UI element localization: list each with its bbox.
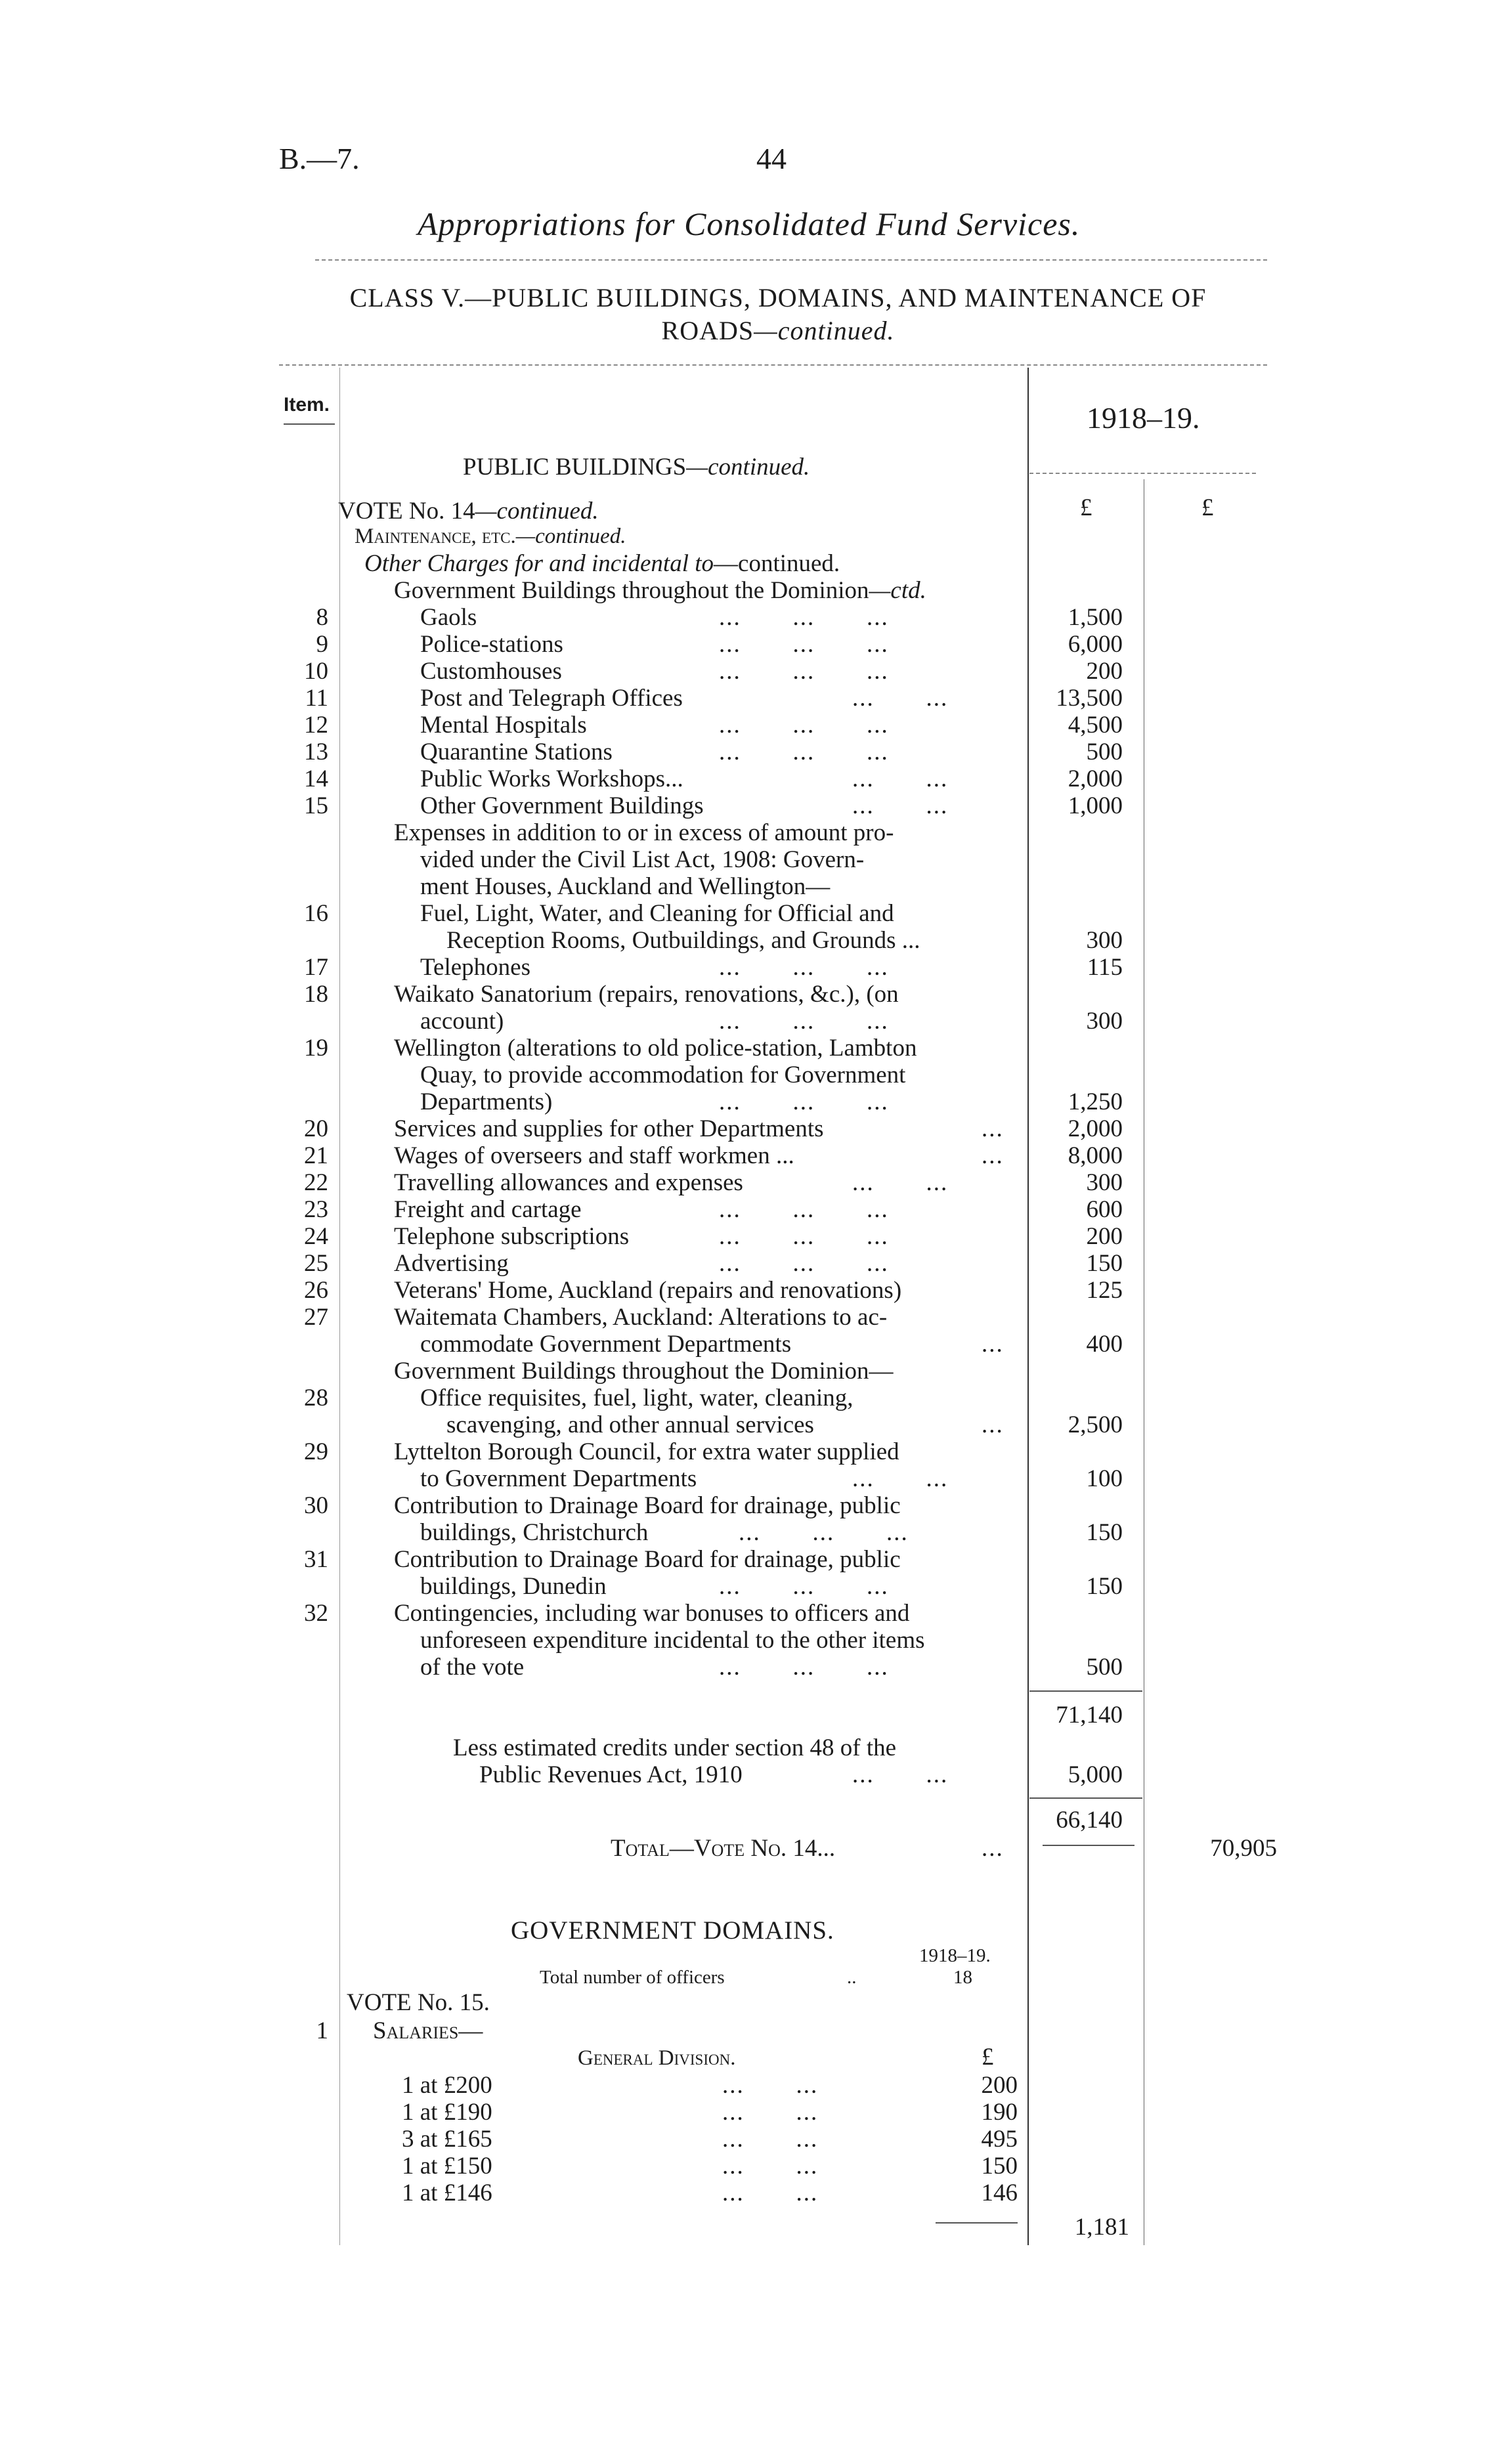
item-amount: 125: [1086, 1277, 1123, 1304]
vote-14-heading: [338, 498, 599, 525]
general-division-heading: General Division.: [578, 2046, 736, 2070]
item-label-continued: Departments): [420, 1088, 553, 1115]
item-number: 20: [304, 1115, 328, 1142]
total-vote-14-label: Total—Vote No. 14...: [611, 1835, 836, 1862]
item-column-rule: [339, 368, 340, 2245]
govt-buildings-continued: —ctd.: [869, 577, 926, 604]
leader-dots: ... ...: [722, 2153, 819, 2180]
leader-dots: ... ... ...: [719, 658, 889, 685]
item-number: 27: [304, 1304, 328, 1331]
item-amount: 115: [1087, 954, 1123, 981]
salary-total-rule: [936, 2222, 1018, 2224]
item-label: Quarantine Stations: [420, 739, 613, 765]
salary-pound-sign: £: [982, 2044, 994, 2071]
total-vote-14-amount: 70,905: [1210, 1835, 1277, 1862]
leader-dots: ...: [982, 1142, 1004, 1169]
salary-row-amount: 146: [981, 2180, 1018, 2206]
leader-dots: ... ...: [852, 792, 949, 819]
leader-dots: ... ... ...: [719, 1250, 889, 1277]
item-label: Gaols: [420, 604, 477, 631]
item-number: 24: [304, 1223, 328, 1250]
item-label: Wellington (alterations to old police-station, Lambton: [394, 1035, 917, 1062]
leader-dots: ... ... ...: [719, 604, 889, 631]
item-label: Public Works Workshops...: [420, 765, 683, 792]
item-label: Waitemata Chambers, Auckland: Alterations to ac-: [394, 1304, 888, 1331]
item-label-continued: of the vote: [420, 1654, 525, 1681]
salary-row-amount: 200: [981, 2072, 1018, 2099]
officers-label: Total number of officers: [540, 1967, 725, 1988]
leader-dots: ... ...: [722, 2099, 819, 2126]
item-number: 32: [304, 1600, 328, 1627]
maintenance-continued: —continued.: [515, 525, 626, 548]
leader-dots: ... ...: [722, 2180, 819, 2206]
title-rule: [315, 259, 1267, 261]
public-buildings-heading: [463, 453, 810, 481]
item-number: 18: [304, 981, 328, 1008]
item-number: 22: [304, 1169, 328, 1196]
maintenance-text: Maintenance, etc.: [355, 525, 516, 548]
item-amount: 2,500: [1068, 1411, 1123, 1438]
salary-total-amount: 1,181: [1074, 2214, 1129, 2241]
leader-dots: ..: [847, 1967, 857, 1988]
leader-dots: ... ...: [722, 2072, 819, 2099]
item-number: 10: [304, 658, 328, 685]
class-heading-roads: ROADS: [661, 316, 754, 345]
leader-dots: ... ... ...: [719, 1573, 889, 1600]
leader-dots: ... ...: [852, 685, 949, 712]
item-number: 25: [304, 1250, 328, 1277]
item-number: 8: [316, 604, 328, 631]
amount-column-rule-left: [1027, 368, 1029, 2245]
item-amount: 300: [1086, 1169, 1123, 1196]
page-title: Appropriations for Consolidated Fund Services.: [418, 205, 1081, 242]
other-charges-text: Other Charges for and incidental to: [364, 550, 714, 577]
item-amount: 13,500: [1056, 685, 1123, 712]
leader-dots: ... ...: [852, 1169, 949, 1196]
item-number: 19: [304, 1035, 328, 1062]
item-label: Fuel, Light, Water, and Cleaning for Official and: [420, 900, 894, 927]
item-label-continued: account): [420, 1008, 504, 1035]
item-label-continued: Quay, to provide accommodation for Government: [420, 1062, 906, 1088]
item-label: Police-stations: [420, 631, 563, 658]
item-label: Freight and cartage: [394, 1196, 582, 1223]
salary-row-label: 1 at £200: [402, 2072, 492, 2099]
leader-dots: ... ... ...: [739, 1519, 909, 1546]
item-label-continued: scavenging, and other annual services: [446, 1411, 814, 1438]
net-amount: 66,140: [1056, 1807, 1123, 1834]
leader-dots: ... ... ...: [719, 739, 889, 765]
item-number: 26: [304, 1277, 328, 1304]
item-label-continued: buildings, Dunedin: [420, 1573, 607, 1600]
govt-buildings-text: Government Buildings throughout the Dominion: [394, 577, 869, 604]
salaries-heading: Salaries—: [373, 2017, 483, 2044]
leader-dots: ... ...: [852, 765, 949, 792]
less-credits-line1: Less estimated credits under section 48 of the: [453, 1734, 897, 1761]
item-amount: 400: [1086, 1331, 1123, 1358]
less-credits-line2: Public Revenues Act, 1910: [479, 1761, 743, 1788]
leader-dots: ... ...: [722, 2126, 819, 2153]
leader-dots: ... ... ...: [719, 1008, 889, 1035]
govt-buildings-subheading: Government Buildings throughout the Dominion—: [394, 1358, 894, 1385]
page-number: 44: [756, 142, 787, 175]
other-charges-continued: —continued.: [714, 550, 840, 577]
item-label-continued: Reception Rooms, Outbuildings, and Grounds ...: [446, 927, 920, 954]
leader-dots: ... ... ...: [719, 954, 889, 981]
leader-dots: ...: [982, 1115, 1004, 1142]
item-label: Contingencies, including war bonuses to officers and: [394, 1600, 910, 1627]
class-heading-line2: [299, 315, 1257, 346]
item-label: Services and supplies for other Departments: [394, 1115, 824, 1142]
item-label: Telephone subscriptions: [394, 1223, 630, 1250]
class-heading-line1: CLASS V.—PUBLIC BUILDINGS, DOMAINS, AND MAINTENANCE OF: [349, 283, 1207, 312]
salary-row-label: 1 at £190: [402, 2099, 492, 2126]
item-number: 21: [304, 1142, 328, 1169]
government-domains-heading: GOVERNMENT DOMAINS.: [511, 1916, 834, 1945]
salary-row-amount: 190: [981, 2099, 1018, 2126]
item-label-continued: unforeseen expenditure incidental to the other items: [420, 1627, 925, 1654]
item-amount: 200: [1086, 658, 1123, 685]
subtotal-rule: [1029, 1690, 1142, 1692]
leader-dots: ... ... ...: [719, 631, 889, 658]
item-label: Wages of overseers and staff workmen ...: [394, 1142, 794, 1169]
item-amount: 600: [1086, 1196, 1123, 1223]
leader-dots: ... ... ...: [719, 712, 889, 739]
item-header-underline: [284, 423, 335, 425]
salary-row-amount: 495: [981, 2126, 1018, 2153]
item-amount: 200: [1086, 1223, 1123, 1250]
item-label-continued: commodate Government Departments: [420, 1331, 792, 1358]
leader-dots: ... ... ...: [719, 1196, 889, 1223]
subtotal-amount: 71,140: [1056, 1702, 1123, 1729]
class-heading-continued: —continued.: [754, 316, 895, 345]
govt-buildings-heading: [394, 577, 926, 604]
salary-row-label: 3 at £165: [402, 2126, 492, 2153]
item-amount: 1,250: [1068, 1088, 1123, 1115]
public-buildings-heading-text: PUBLIC BUILDINGS: [463, 454, 687, 481]
item-amount: 4,500: [1068, 712, 1123, 739]
item-label: Post and Telegraph Offices: [420, 685, 683, 712]
salary-row-label: 1 at £150: [402, 2153, 492, 2180]
other-charges-heading: [364, 550, 840, 577]
item-number: 23: [304, 1196, 328, 1223]
item-amount: 500: [1086, 739, 1123, 765]
item-label: Travelling allowances and expenses: [394, 1169, 743, 1196]
salary-row-amount: 150: [981, 2153, 1018, 2180]
item-label: Lyttelton Borough Council, for extra water supplied: [394, 1438, 899, 1465]
item-number: 15: [304, 792, 328, 819]
less-credits-amount: 5,000: [1068, 1761, 1123, 1788]
leader-dots: ... ... ...: [719, 1654, 889, 1681]
pound-sign-col1: £: [1080, 494, 1092, 521]
item-label: Advertising: [394, 1250, 509, 1277]
item-label: Contribution to Drainage Board for drainage, public: [394, 1546, 901, 1573]
item-label: Other Government Buildings: [420, 792, 704, 819]
officers-count: 18: [953, 1967, 972, 1988]
item-number: 16: [304, 900, 328, 927]
item-label: Mental Hospitals: [420, 712, 587, 739]
vote-14-text: VOTE No. 14: [338, 498, 475, 525]
item-column-header: Item.: [284, 394, 330, 416]
public-buildings-continued: —continued.: [686, 454, 810, 481]
item-amount: 2,000: [1068, 1115, 1123, 1142]
item-label: Veterans' Home, Auckland (repairs and renovations): [394, 1277, 902, 1304]
item-number: 9: [316, 631, 328, 658]
item-label: Contribution to Drainage Board for drainage, public: [394, 1492, 901, 1519]
item-number: 14: [304, 765, 328, 792]
leader-dots: ...: [982, 1331, 1004, 1358]
item-amount: 8,000: [1068, 1142, 1123, 1169]
item-number: 13: [304, 739, 328, 765]
leader-dots: ...: [982, 1411, 1004, 1438]
item-label: Waikato Sanatorium (repairs, renovations, &c.), (on: [394, 981, 899, 1008]
item-number: 12: [304, 712, 328, 739]
item-label: Customhouses: [420, 658, 562, 685]
net-rule: [1029, 1797, 1142, 1799]
item-number: 28: [304, 1385, 328, 1411]
item-amount: 150: [1086, 1573, 1123, 1600]
leader-dots: ... ... ...: [719, 1088, 889, 1115]
item-amount: 2,000: [1068, 765, 1123, 792]
pound-sign-col2: £: [1201, 494, 1214, 521]
year-column-header: 1918–19.: [1087, 401, 1200, 435]
leader-dots: ... ...: [852, 1761, 949, 1788]
table-top-rule: [279, 364, 1267, 366]
salary-row-label: 1 at £146: [402, 2180, 492, 2206]
expenses-line: Expenses in addition to or in excess of amount pro-: [394, 819, 894, 846]
officers-year: 1918–19.: [919, 1945, 991, 1966]
item-amount: 150: [1086, 1519, 1123, 1546]
item-number: 30: [304, 1492, 328, 1519]
item-amount: 1,000: [1068, 792, 1123, 819]
vote-15-heading: VOTE No. 15.: [347, 1989, 490, 2016]
year-header-rule: [1029, 473, 1256, 474]
item-number: 17: [304, 954, 328, 981]
leader-dots: ...: [982, 1835, 1004, 1862]
item-label: Telephones: [420, 954, 530, 981]
vote-14-continued: —continued.: [475, 498, 599, 525]
item-number: 1: [316, 2017, 328, 2044]
item-amount: 6,000: [1068, 631, 1123, 658]
expenses-line: vided under the Civil List Act, 1908: Govern-: [420, 846, 865, 873]
item-label: Office requisites, fuel, light, water, cleaning,: [420, 1385, 853, 1411]
item-amount: 100: [1086, 1465, 1123, 1492]
item-label-continued: buildings, Christchurch: [420, 1519, 649, 1546]
item-number: 31: [304, 1546, 328, 1573]
document-series: B.—7.: [279, 142, 360, 175]
item-amount: 150: [1086, 1250, 1123, 1277]
item-amount: 1,500: [1068, 604, 1123, 631]
item-amount: 500: [1086, 1654, 1123, 1681]
total-rule: [1043, 1845, 1134, 1846]
item-amount: 300: [1086, 1008, 1123, 1035]
expenses-line: ment Houses, Auckland and Wellington—: [420, 873, 831, 900]
maintenance-heading: [355, 523, 626, 550]
item-label-continued: to Government Departments: [420, 1465, 697, 1492]
item-amount: 300: [1086, 927, 1123, 954]
leader-dots: ... ... ...: [719, 1223, 889, 1250]
item-number: 11: [305, 685, 328, 712]
item-number: 29: [304, 1438, 328, 1465]
leader-dots: ... ...: [852, 1465, 949, 1492]
